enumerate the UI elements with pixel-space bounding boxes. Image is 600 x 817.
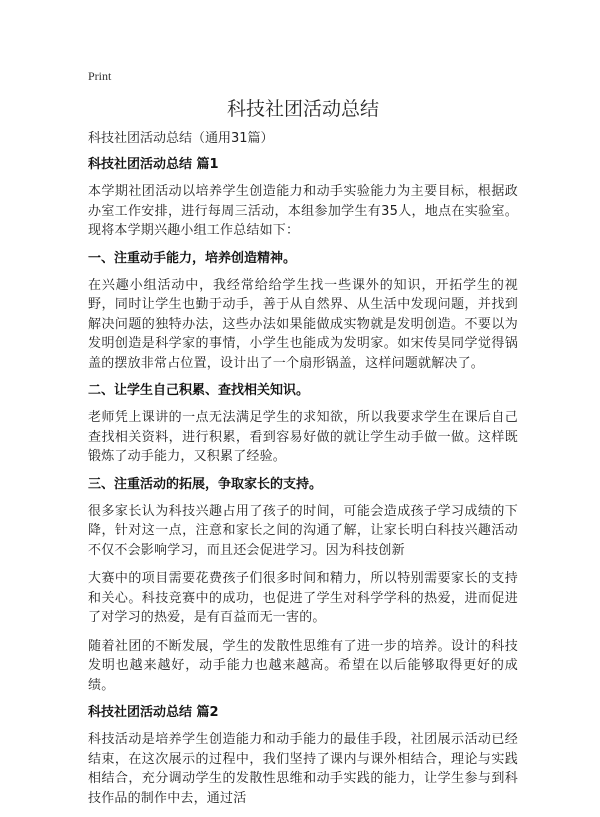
- document-subtitle: 科技社团活动总结（通用31篇）: [88, 131, 274, 146]
- paragraph: 大赛中的项目需要花费孩子们很多时间和精力，所以特别需要家长的支持和关心。科技竞赛中的成功，也促进了学生对科学学科的热爱，进而促进了对学习的热爱，是有百益而无一害的。: [88, 571, 518, 625]
- document-title: 科技社团活动总结: [226, 98, 379, 120]
- intro-paragraph: 本学期社团活动以培养学生创造能力和动手实验能力为主要目标，根据政办室工作安排，进行每周三活动，本组参加学生有35人，地点在实验室。现将本学期兴趣小组工作总结如下：: [88, 184, 518, 238]
- paragraph: 老师凭上课讲的一点无法满足学生的求知欲，所以我要求学生在课后自己查找相关资料，进行积累，看到容易好做的就让学生动手做一做。这样既锻炼了动手能力，又积累了经验。: [88, 410, 518, 464]
- section-1: [88, 156, 518, 695]
- document-page: [88, 68, 518, 817]
- section-title: 科技社团活动总结 篇2: [88, 705, 219, 720]
- paragraph: 很多家长认为科技兴趣占用了孩子的时间，可能会造成孩子学习成绩的下降，针对这一点，注意和家长之间的沟通了解，让家长明白科技兴趣活动不仅不会影响学习，而且还会促进学习。因为科技创新: [88, 503, 518, 558]
- print-label[interactable]: Print: [88, 69, 112, 83]
- paragraph: 随着社团的不断发展，学生的发散性思维有了进一步的培养。设计的科技发明也越来越好，动手能力也越来越高。希望在以后能够取得更好的成绩。: [88, 638, 518, 693]
- sub-heading-3: 三、注重活动的拓展，争取家长的支持。: [88, 476, 323, 492]
- section-2: [88, 704, 518, 808]
- paragraph: 科技活动是培养学生创造能力和动手能力的最佳手段，社团展示活动已经结束，在这次展示的过程中，我们坚持了课内与课外相结合，理论与实践相结合，充分调动学生的发散性思维和动手实践的能力，让学生参与到科技作品的制作中去，通过活: [88, 732, 518, 806]
- sub-heading-1: 一、注重动手能力，培养创造精神。: [88, 250, 297, 266]
- paragraph: 在兴趣小组活动中，我经常给给学生找一些课外的知识，开拓学生的视野，同时让学生也勤于动手，善于从自然界、从生活中发现问题，并找到解决问题的独特办法，这些办法如果能做成实物就是发明创造。不要以为发明创造是科学家的事情，小学生也能成为发明家。如宋传昊同学觉得锅盖的摆放非常占位置，设计出了一个扇形锅盖，这样问题就解决了。: [88, 277, 518, 371]
- section-title: 科技社团活动总结 篇1: [88, 157, 219, 172]
- sub-heading-2: 二、让学生自己积累、查找相关知识。: [88, 383, 310, 398]
